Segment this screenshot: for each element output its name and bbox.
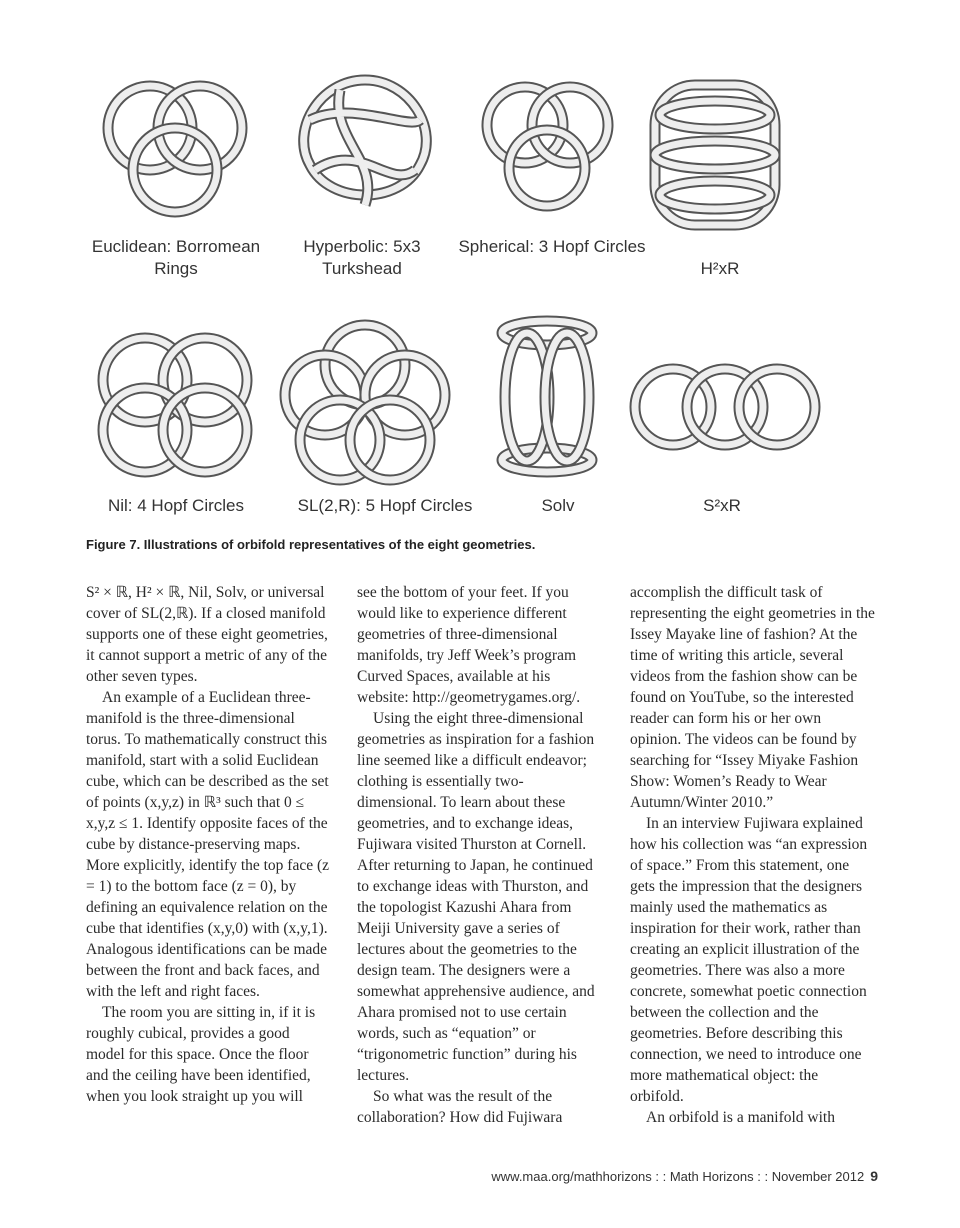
caption-sl2r: SL(2,R): 5 Hopf Circles [297,496,473,515]
caption-hyperbolic: Hyperbolic: 5x3 Turkshead [303,237,421,278]
caption-h2xr: H²xR [700,259,740,278]
page-number: 9 [870,1168,878,1184]
caption-nil: Nil: 4 Hopf Circles [107,496,245,515]
caption-euclidean: Euclidean: Borromean Rings [91,237,261,278]
figure-five-hopf-circles [270,315,460,490]
figure-s2xr [625,345,815,465]
paragraph: So what was the result of the collaboration? How did Fujiwara [357,1088,563,1126]
caption-solv: Solv [541,496,575,515]
figure-turkshead-knot [270,70,460,220]
figure-solv [455,315,645,480]
text-column-3 [630,582,875,1128]
figure-four-hopf-circles [80,325,270,490]
paragraph: S² × ℝ, H² × ℝ, Nil, Solv, or universal cover of SL(2,ℝ). If a closed manifold supports one of these eight geometries, it cannot support a metric of any of the other seven types. [86,584,328,685]
paragraph: An orbifold is a manifold with [646,1109,835,1126]
figure-three-hopf-circles [455,70,645,220]
paragraph: In an interview Fujiwara explained how his collection was “an expression of space.” From this statement, one gets the impression that the designers mainly used the mathematics as inspiration for their work, rather than creating an explicit illustration of the geometries. There was also a more concrete, somewhat poetic connection between the collection and the geometries. Before describing this connection, we need to introduce one more mathematical object: the orbifold. [630,815,868,1105]
text-column-1 [86,582,331,1107]
caption-spherical: Spherical: 3 Hopf Circles [458,237,646,256]
figure-borromean-rings [80,70,270,220]
text-column-2 [357,582,602,1128]
figure-title: Figure 7. Illustrations of orbifold representatives of the eight geometries. [86,537,536,552]
paragraph: see the bottom of your feet. If you would like to experience different geometries of three-dimensional manifolds, try Jeff Week’s program Curved Spaces, available at his website: http://geometrygames.org/. [357,584,581,706]
paragraph: accomplish the difficult task of representing the eight geometries in the Issey Mayake line of fashion? At the time of writing this article, several videos from the fashion show can be found on YouTube, so the interested reader can form his or her own opinion. The videos can be found by searching for “Issey Miyake Fashion Show: Women’s Ready to Wear Autumn/Winter 2010.” [630,584,875,811]
paragraph: Using the eight three-dimensional geometries as inspiration for a fashion line seemed like a difficult endeavor; clothing is essentially two-dimensional. To learn about these geometries, and to exchange ideas, Fujiwara visited Thurston at Cornell. After returning to Japan, he continued to exchange ideas with Thurston, and the topologist Kazushi Ahara from Meiji University gave a series of lectures about the geometries to the design team. The designers were a somewhat apprehensive audience, and Ahara promised not to use certain words, such as “equation” or “trigonometric function” during his lectures. [357,710,595,1084]
page-footer [491,1168,878,1184]
paragraph: The room you are sitting in, if it is roughly cubical, provides a good model for this space. Once the floor and the ceiling have been identified, when you look straight up you will [86,1004,316,1105]
caption-s2xr: S²xR [703,496,741,515]
footer-text[interactable]: www.maa.org/mathhorizons : : Math Horizons : : November 2012 [491,1169,865,1184]
figure-h2xr [620,70,810,240]
paragraph: An example of a Euclidean three-manifold is the three-dimensional torus. To mathematically construct this manifold, start with a solid Euclidean cube, which can be described as the set of points (x,y,z) in ℝ³ such that 0 ≤ x,y,z ≤ 1. Identify opposite faces of the cube by distance-preserving maps. More explicitly, identify the top face (z = 1) to the bottom face (z = 0), by defining an equivalence relation on the cube that identifies (x,y,0) with (x,y,1). Analogous identifications can be made between the front and back faces, and with the left and right faces. [86,689,330,1000]
